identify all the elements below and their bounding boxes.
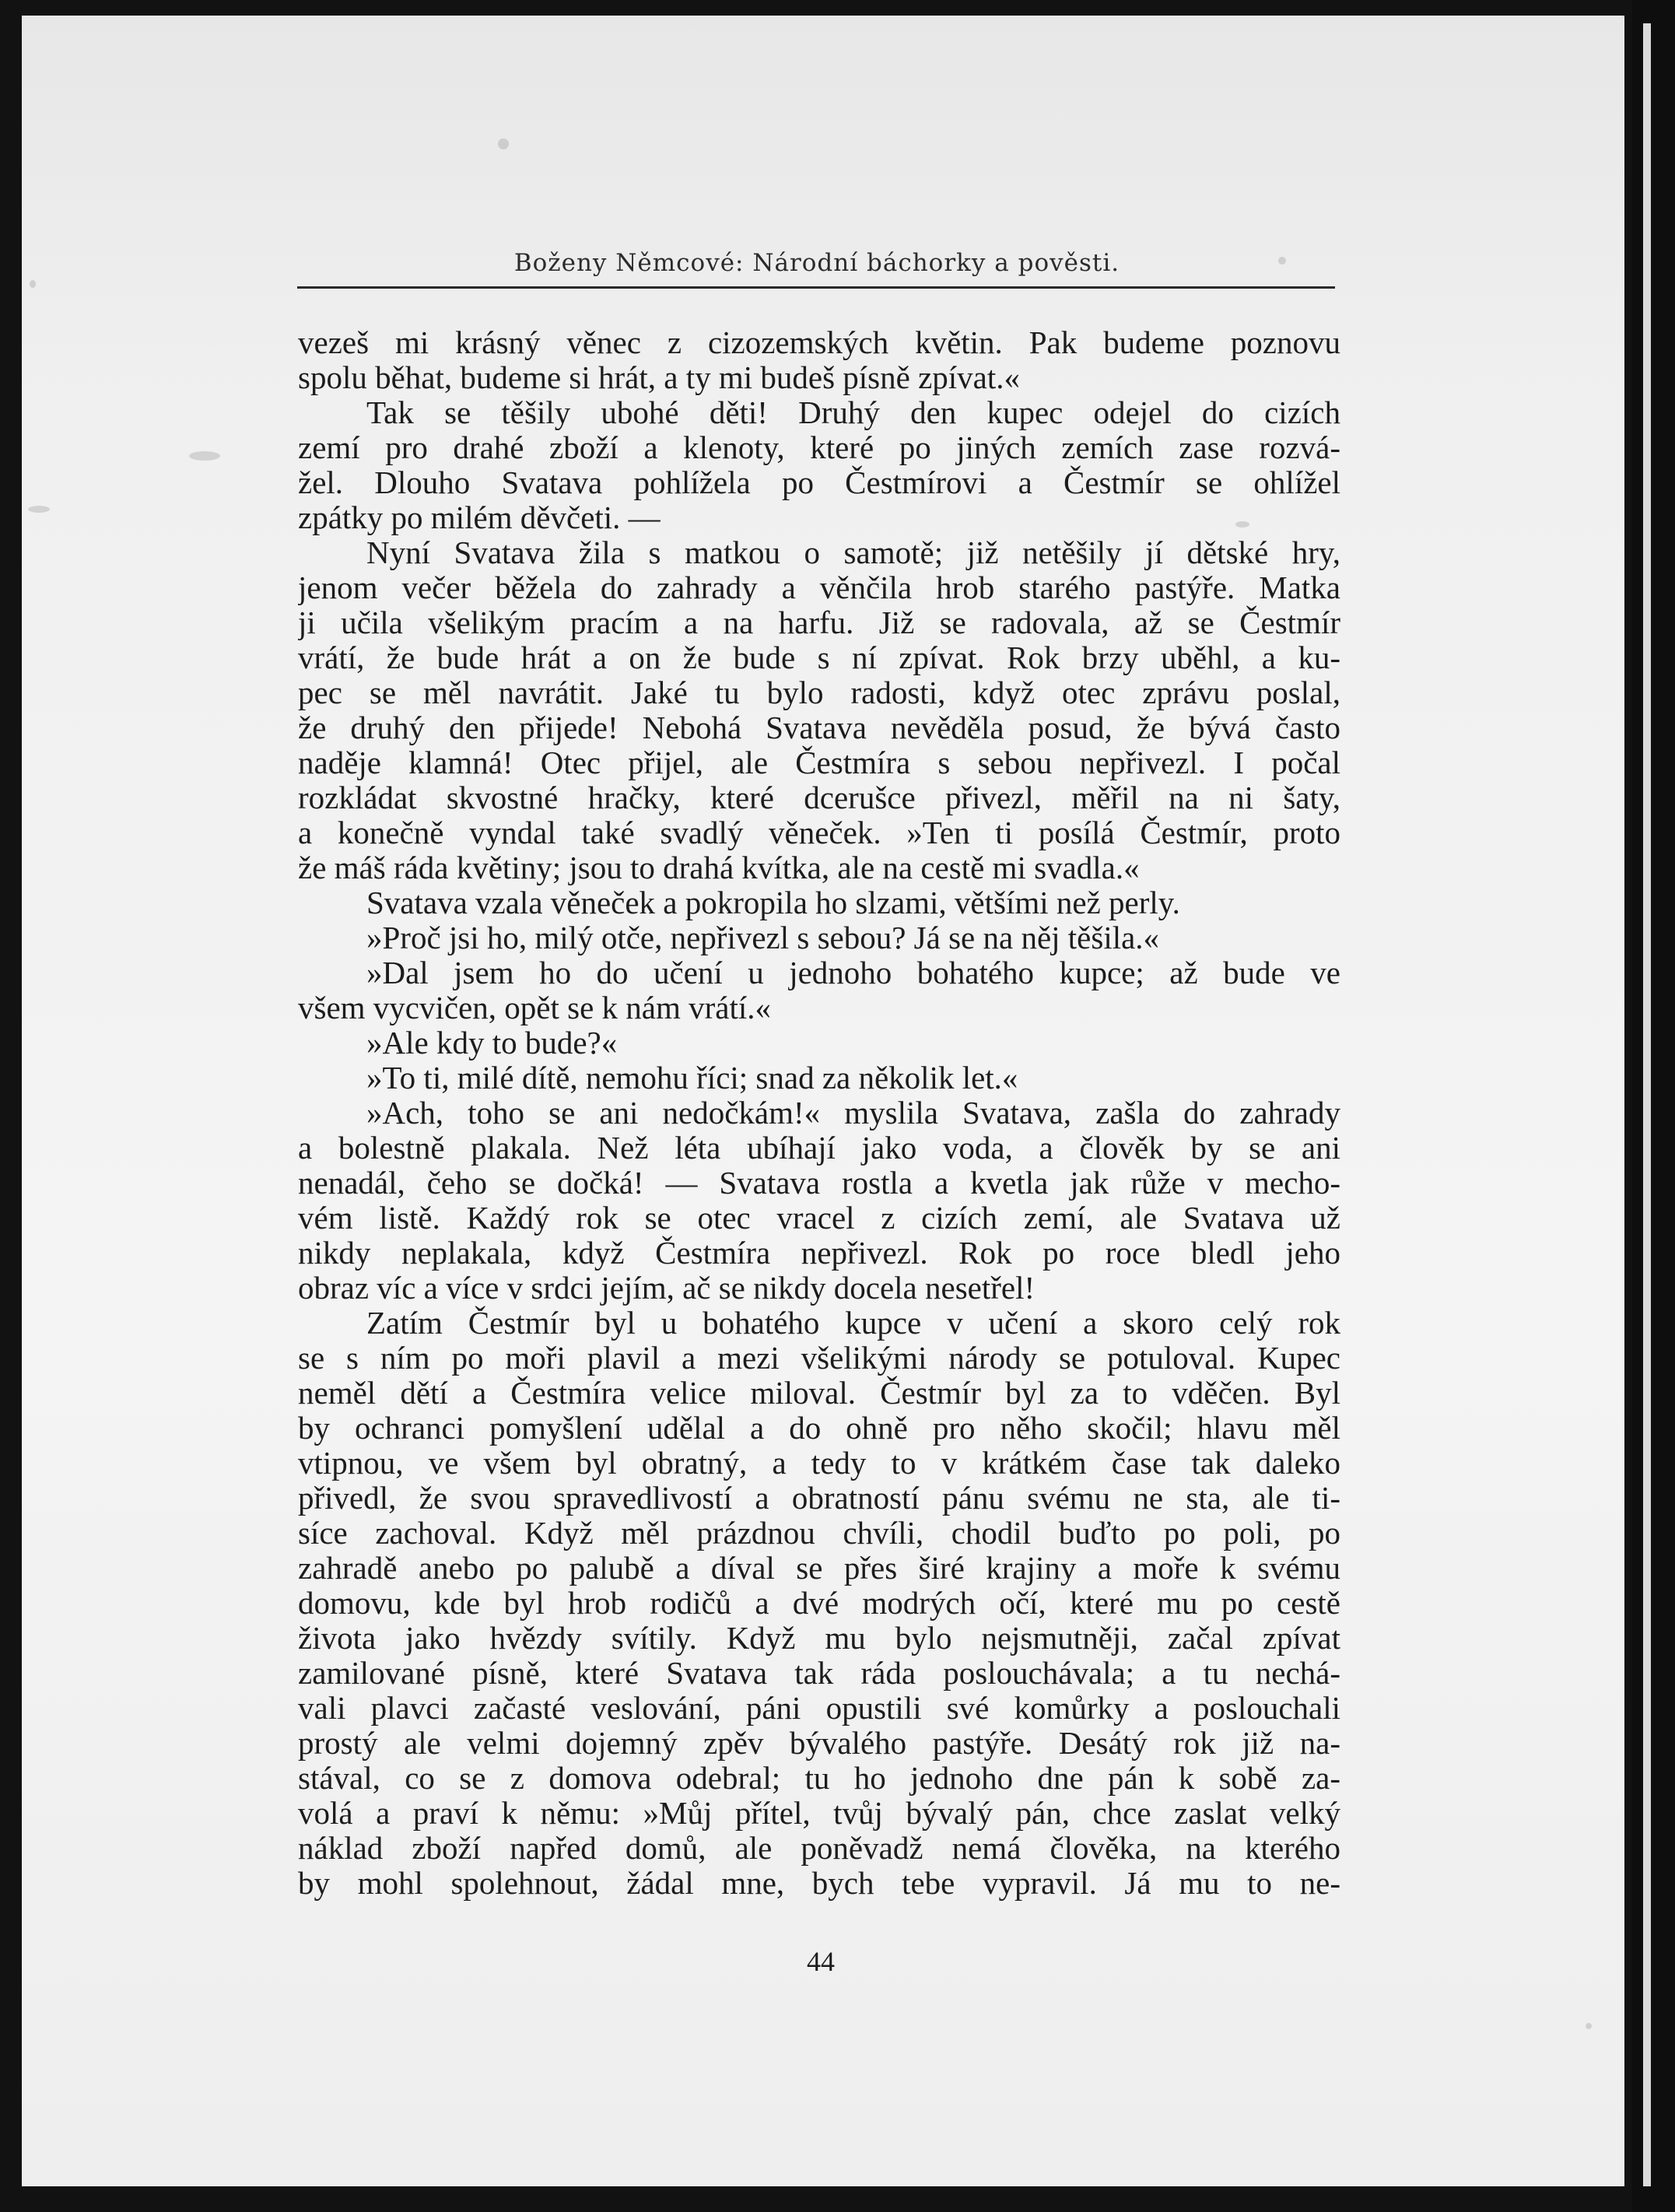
text-line: volá a praví k němu: »Můj přítel, tvůj bývalý pán, chce zaslat velký: [298, 1796, 1340, 1831]
scan-border: [1632, 0, 1675, 2212]
text-line: jenom večer běžela do zahrady a věnčila hrob starého pastýře. Matka: [298, 570, 1340, 605]
text-line: všem vycvičen, opět se k nám vrátí.«: [298, 990, 771, 1025]
text-line: nikdy neplakala, když Čestmíra nepřivezl. Rok po roce bledl jeho: [298, 1236, 1340, 1271]
text-line: a bolestně plakala. Než léta ubíhají jako voda, a člověk by se ani: [298, 1131, 1340, 1166]
text-line: naděje klamná! Otec přijel, ale Čestmíra s sebou nepřivezl. I počal: [298, 745, 1340, 780]
ink-spot: [1586, 2023, 1592, 2029]
text-line: pec se měl navrátit. Jaké tu bylo radosti, když otec zprávu poslal,: [298, 675, 1340, 710]
text-line: »Proč jsi ho, milý otče, nepřivezl s sebou? Já se na něj těšila.«: [366, 920, 1160, 955]
text-line: prostý ale velmi dojemný zpěv bývalého pastýře. Desátý rok již na-: [298, 1726, 1340, 1761]
text-line: zemí pro drahé zboží a klenoty, které po jiných zemích zase rozvá-: [298, 430, 1340, 465]
text-line: Tak se těšily ubohé děti! Druhý den kupec odejel do cizích: [366, 395, 1340, 430]
text-line: přivedl, že svou spravedlivostí a obratností pánu svému ne sta, ale ti-: [298, 1481, 1340, 1516]
text-line: nenadál, čeho se dočká! — Svatava rostla a kvetla jak růže v mecho-: [298, 1166, 1340, 1201]
text-line: »To ti, milé dítě, nemohu říci; snad za několik let.«: [366, 1060, 1018, 1095]
text-line: by ochranci pomyšlení udělal a do ohně pro něho skočil; hlavu měl: [298, 1411, 1340, 1446]
body-text: [298, 325, 1340, 1901]
text-line: »Ale kdy to bude?«: [366, 1025, 618, 1060]
text-line: rozkládat skvostné hračky, které dcerušce přivezl, měřil na ni šaty,: [298, 780, 1340, 815]
text-line: života jako hvězdy svítily. Když mu bylo nejsmutněji, začal zpívat: [298, 1621, 1340, 1656]
text-line: zahradě anebo po palubě a díval se přes širé krajiny a moře k svému: [298, 1551, 1340, 1586]
ink-spot: [189, 451, 220, 461]
running-head: Boženy Němcové: Národní báchorky a pověsti.: [513, 249, 1120, 277]
text-line: že druhý den přijede! Nebohá Svatava nevěděla posud, že bývá často: [298, 710, 1340, 745]
scan-border-strip: [1643, 23, 1651, 2186]
text-line: vém listě. Každý rok se otec vracel z cizích zemí, ale Svatava už: [298, 1201, 1340, 1236]
text-line: Nyní Svatava žila s matkou o samotě; již netěšily jí dětské hry,: [366, 535, 1340, 570]
text-line: by mohl spolehnout, žádal mne, bych tebe vypravil. Já mu to ne-: [298, 1866, 1340, 1901]
text-line: vrátí, že bude hrát a on že bude s ní zpívat. Rok brzy uběhl, a ku-: [298, 640, 1340, 675]
text-line: domovu, kde byl hrob rodičů a dvé modrých očí, které mu po cestě: [298, 1586, 1340, 1621]
text-line: Zatím Čestmír byl u bohatého kupce v učení a skoro celý rok: [366, 1306, 1340, 1341]
text-line: vali plavci začasté veslování, páni opustili své komůrky a poslouchali: [298, 1691, 1340, 1726]
text-line: žel. Dlouho Svatava pohlížela po Čestmírovi a Čestmír se ohlížel: [298, 465, 1340, 500]
ink-spot: [498, 138, 509, 149]
text-line: »Ach, toho se ani nedočkám!« myslila Svatava, zašla do zahrady: [366, 1095, 1340, 1131]
text-line: Svatava vzala věneček a pokropila ho slzami, většími než perly.: [366, 885, 1180, 920]
text-line: že máš ráda květiny; jsou to drahá kvítka, ale na cestě mi svadla.«: [298, 850, 1140, 885]
text-line: obraz víc a více v srdci jejím, ač se nikdy docela nesetřel!: [298, 1271, 1035, 1306]
text-line: spolu běhat, budeme si hrát, a ty mi budeš písně zpívat.«: [298, 360, 1021, 395]
text-line: neměl dětí a Čestmíra velice miloval. Čestmír byl za to vděčen. Byl: [298, 1376, 1340, 1411]
text-line: zpátky po milém děvčeti. —: [298, 500, 661, 535]
header-rule: [297, 286, 1335, 289]
text-line: zamilované písně, které Svatava tak ráda poslouchávala; a tu nechá-: [298, 1656, 1340, 1691]
text-line: »Dal jsem ho do učení u jednoho bohatého kupce; až bude ve: [366, 955, 1340, 990]
text-line: síce zachoval. Když měl prázdnou chvíli, chodil buďto po poli, po: [298, 1516, 1340, 1551]
page-number: 44: [807, 1946, 835, 1977]
ink-spot: [30, 280, 36, 288]
text-line: stával, co se z domova odebral; tu ho jednoho dne pán k sobě za-: [298, 1761, 1340, 1796]
text-line: vtipnou, ve všem byl obratný, a tedy to v krátkém čase tak daleko: [298, 1446, 1340, 1481]
text-line: ji učila všelikým pracím a na harfu. Již se radovala, až se Čestmír: [298, 605, 1340, 640]
text-line: a konečně vyndal také svadlý věneček. »Ten ti posílá Čestmír, proto: [298, 815, 1340, 850]
text-line: se s ním po moři plavil a mezi všelikými národy se potuloval. Kupec: [298, 1341, 1340, 1376]
text-line: vezeš mi krásný věnec z cizozemských květin. Pak budeme poznovu: [298, 325, 1340, 360]
ink-spot: [28, 506, 50, 513]
text-line: náklad zboží napřed domů, ale poněvadž nemá člověka, na kterého: [298, 1831, 1340, 1866]
